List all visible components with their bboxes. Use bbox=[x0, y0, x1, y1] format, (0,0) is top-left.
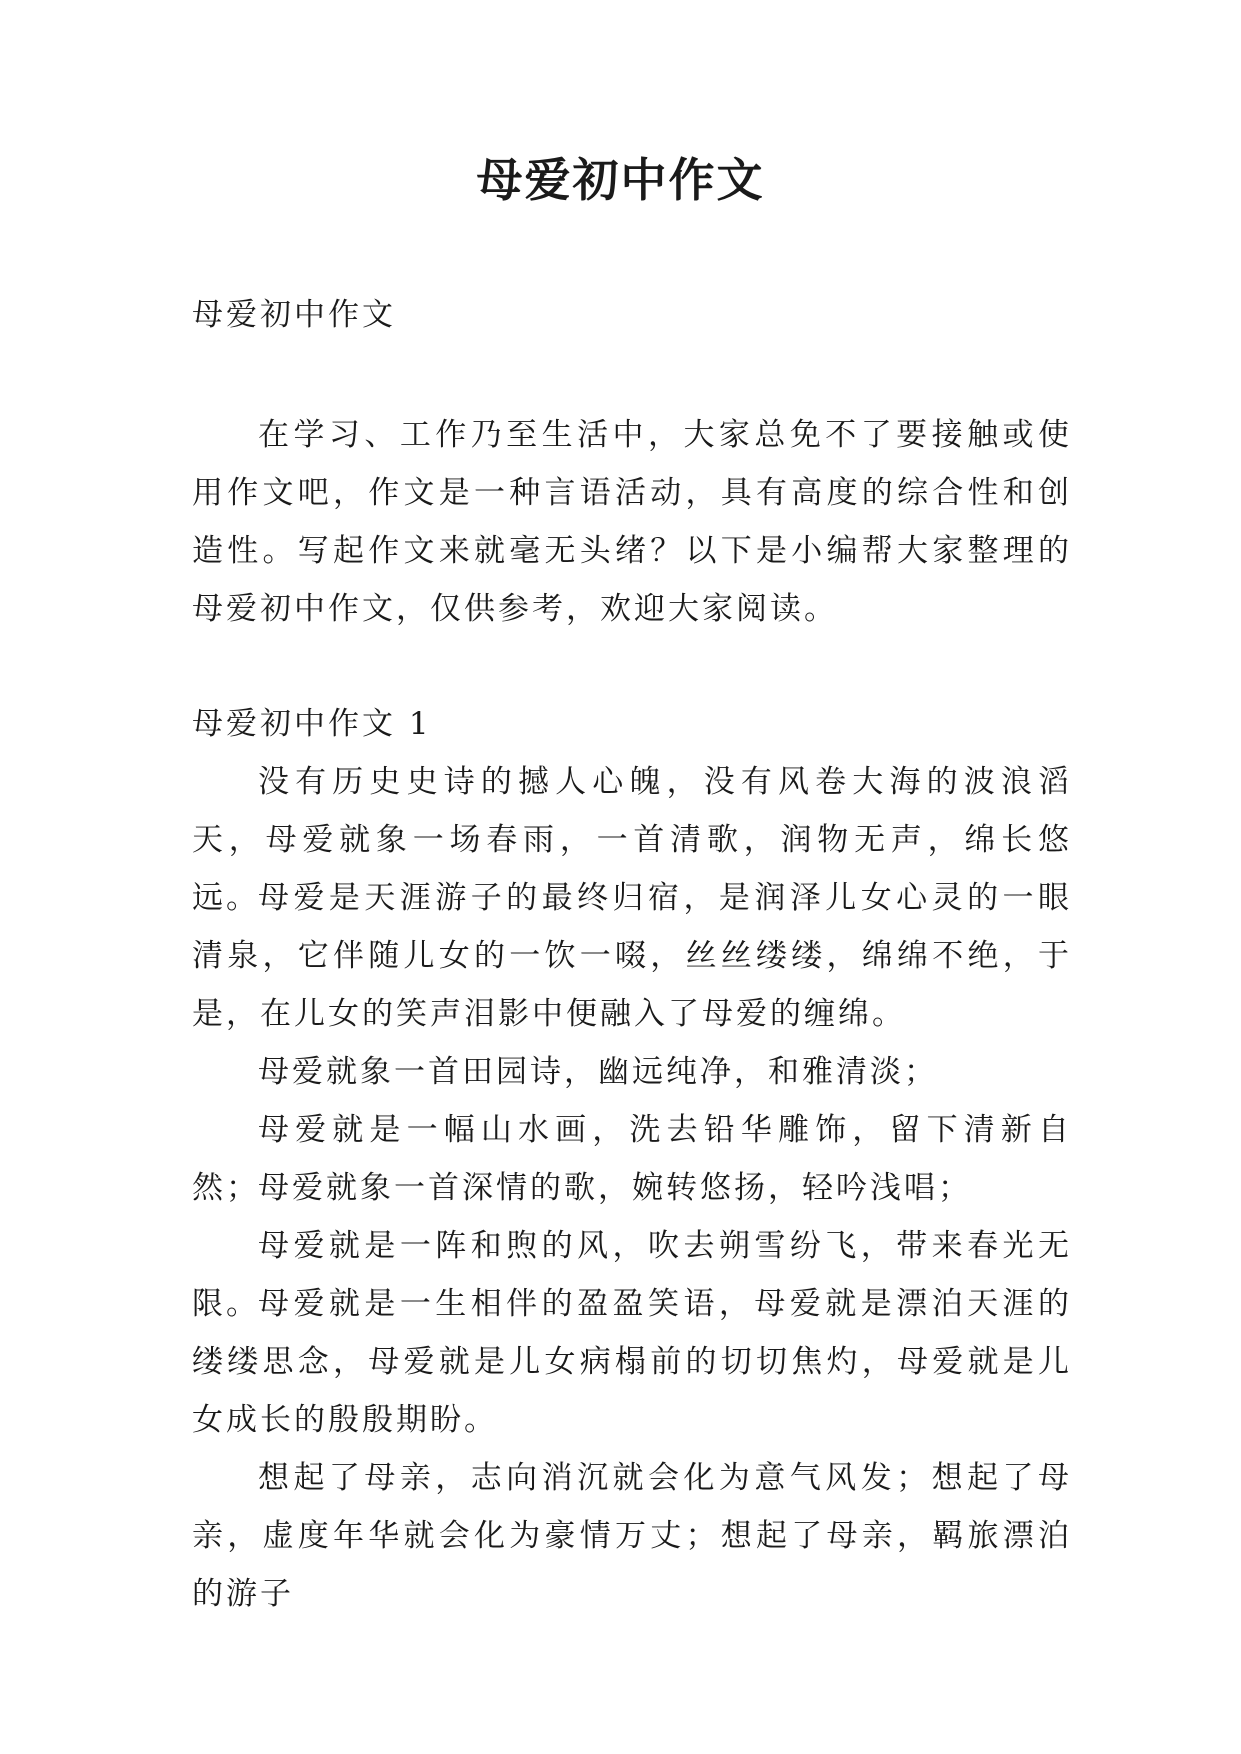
paragraph: 母爱就是一阵和煦的风，吹去朔雪纷飞，带来春光无限。 bbox=[192, 1228, 1072, 1322]
paragraph: 母爱就象一首田园诗，幽远纯净，和雅清淡； bbox=[258, 1054, 938, 1090]
section-heading: 母爱初中作文 1 bbox=[192, 706, 432, 742]
paragraph: 母爱就象一首深情的歌，婉转悠扬，轻吟浅唱； bbox=[258, 1170, 972, 1206]
paragraph: 没有历史史诗的撼人心魄，没有风卷大海的波浪滔天，母爱就象一场春雨，一首清歌，润物无声，绵长悠远。 bbox=[192, 764, 1072, 916]
document-subtitle: 母爱初中作文 bbox=[192, 297, 396, 333]
paragraph: 想起了母亲，志向消沉就会化为意气风发；想起了母亲，虚度年华就会化为豪情万丈；想起了母亲，羁旅漂泊的游子 bbox=[192, 1460, 1072, 1612]
intro-paragraph: 在学习、工作乃至生活中，大家总免不了要接触或使用作文吧，作文是一种言语活动，具有高度的综合性和创造性。写起作文来就毫无头绪？以下是小编帮大家整理的母爱初中作文，仅供参考，欢迎大家阅读。 bbox=[192, 417, 1072, 627]
paragraph: 母爱就是一幅山水画，洗去铅华雕饰，留下清新自然； bbox=[192, 1112, 1072, 1206]
paragraph: 母爱就是一生相伴的盈盈笑语，母爱就是漂泊天涯的缕缕思念，母爱就是儿女病榻前的切切焦灼，母爱就是儿女成长的殷殷期盼。 bbox=[192, 1286, 1072, 1438]
paragraph: 母爱是天涯游子的最终归宿，是润泽儿女心灵的一眼清泉，它伴随儿女的一饮一啜，丝丝缕缕，绵绵不绝，于是，在儿女的笑声泪影中便融入了母爱的缠绵。 bbox=[192, 880, 1072, 1032]
document-title: 母爱初中作文 bbox=[476, 153, 765, 207]
